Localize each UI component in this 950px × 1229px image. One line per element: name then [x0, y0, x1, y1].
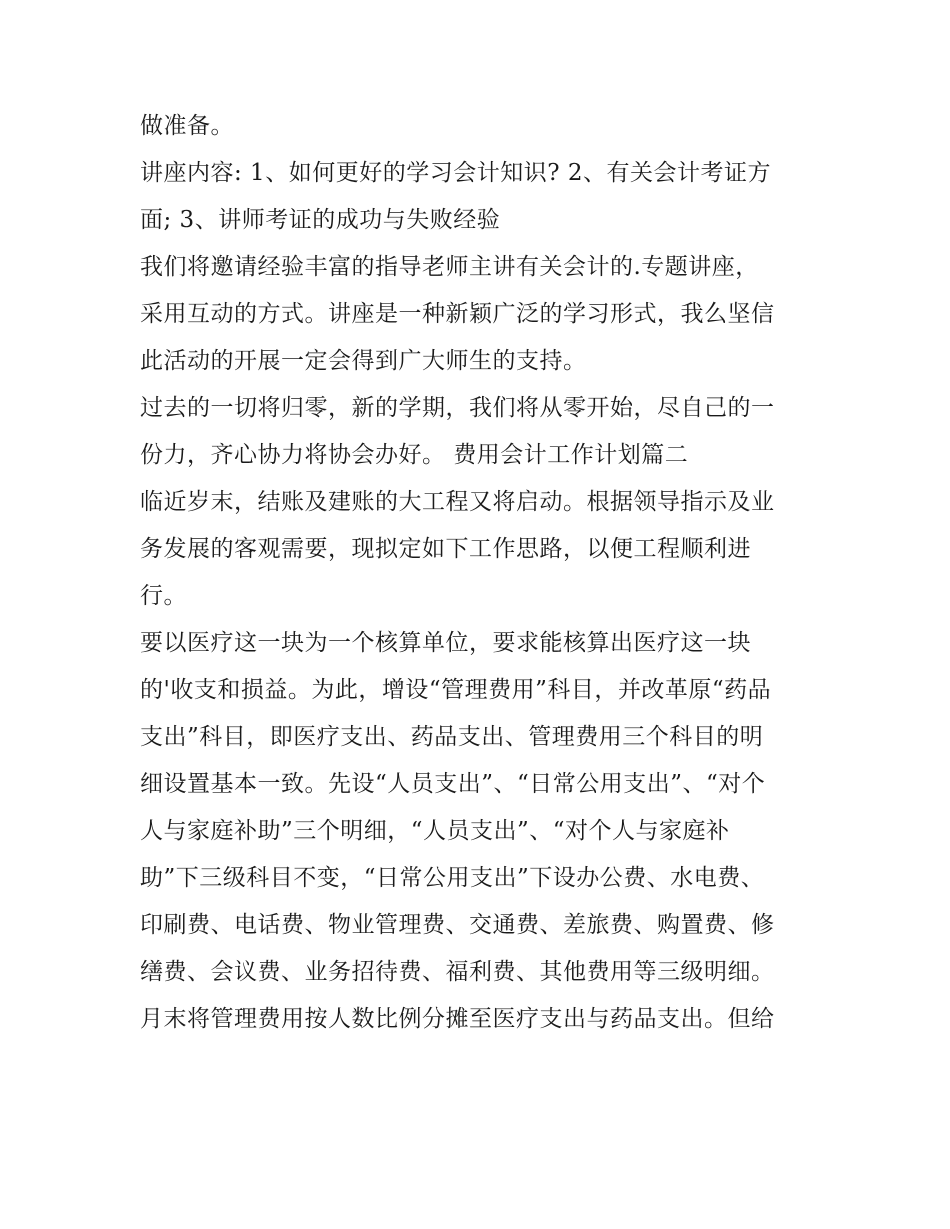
- text-line: 人与家庭补助”三个明细，“人员支出”、“对个人与家庭补: [140, 818, 730, 844]
- text-line: 讲座内容: 1、如何更好的学习会计知识? 2、有关会计考证方: [140, 160, 771, 186]
- text-line: 要以医疗这一块为一个核算单位，要求能核算出医疗这一块: [140, 630, 751, 656]
- text-line: 此活动的开展一定会得到广大师生的支持。: [140, 348, 587, 374]
- text-line: 采用互动的方式。讲座是一种新颖广泛的学习形式，我么坚信: [140, 301, 775, 327]
- text-line: 细设置基本一致。先设“人员支出”、“日常公用支出”、“对个: [140, 771, 766, 797]
- text-line: 缮费、会议费、业务招待费、福利费、其他费用等三级明细。: [140, 959, 775, 985]
- text-line: 月末将管理费用按人数比例分摊至医疗支出与药品支出。但给: [140, 1006, 775, 1032]
- text-line: 助”下三级科目不变，“日常公用支出”下设办公费、水电费、: [140, 865, 765, 891]
- text-line: 过去的一切将归零，新的学期，我们将从零开始，尽自己的一: [140, 395, 775, 421]
- text-line: 支出”科目，即医疗支出、药品支出、管理费用三个科目的明: [140, 724, 764, 750]
- text-line: 临近岁末，结账及建账的大工程又将启动。根据领导指示及业: [140, 489, 775, 515]
- text-line: 份力，齐心协力将协会办好。 费用会计工作计划篇二: [140, 442, 689, 468]
- text-line: 面; 3、讲师考证的成功与失败经验: [140, 207, 501, 233]
- text-line: 的'收支和损益。为此，增设“管理费用”科目，并改革原“药品: [140, 677, 772, 703]
- text-line: 做准备。: [140, 113, 234, 139]
- document-body: [140, 103, 820, 1043]
- text-line: 务发展的客观需要，现拟定如下工作思路，以便工程顺利进: [140, 536, 751, 562]
- text-line: 印刷费、电话费、物业管理费、交通费、差旅费、购置费、修: [140, 912, 775, 938]
- text-line: 我们将邀请经验丰富的指导老师主讲有关会计的.专题讲座，: [140, 254, 759, 280]
- text-line: 行。: [140, 583, 187, 609]
